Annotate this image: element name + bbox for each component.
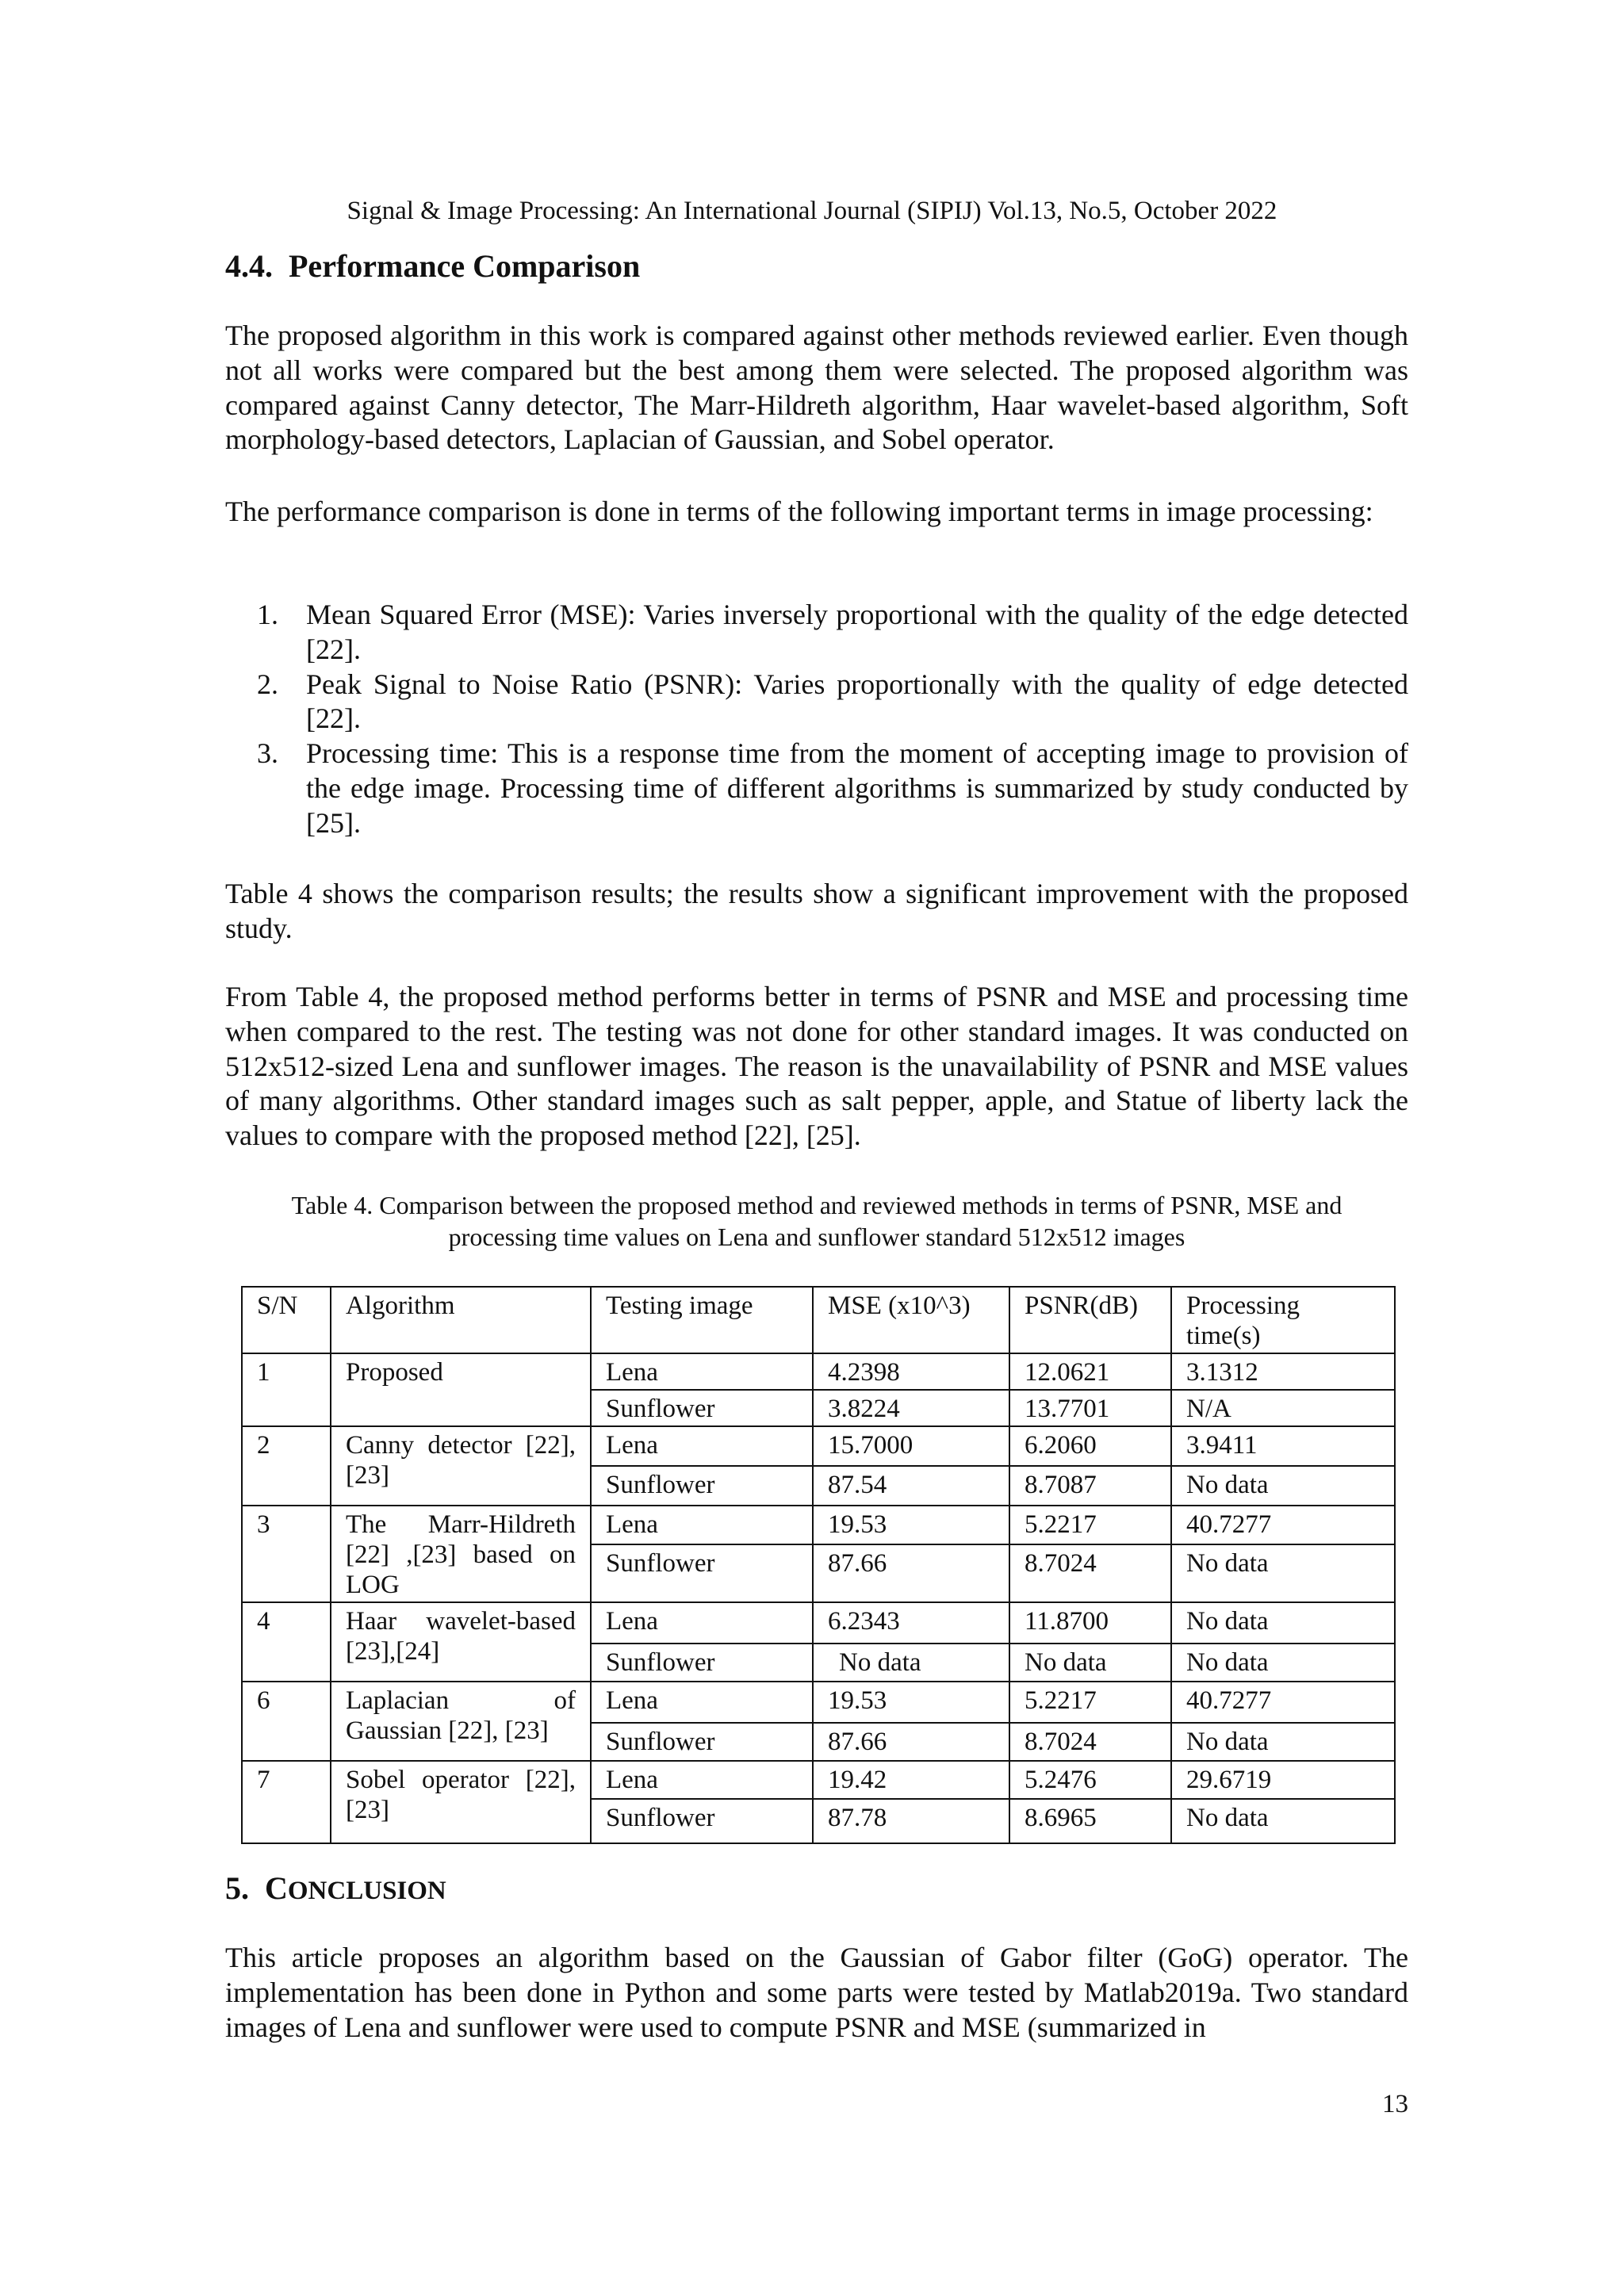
time-cell: No data — [1171, 1544, 1395, 1602]
table-caption-line: processing time values on Lena and sunflower standard 512x512 images — [448, 1223, 1185, 1251]
column-header: S/N — [242, 1287, 331, 1353]
table-caption — [225, 1189, 1408, 1253]
paragraph-text: This article proposes an algorithm based on the Gaussian of Gabor filter (GoG) operator. The implementation has been done in Python and some parts were tested by Matlab2019a. Two standard images of Lena and sunflower were used to compute PSNR and MSE (summarized in — [225, 1942, 1408, 2043]
algorithm-cell: Laplacian of Gaussian [22], [23] — [331, 1682, 591, 1761]
column-header: Testing image — [591, 1287, 813, 1353]
list-item — [225, 598, 1408, 668]
algorithm-cell: Proposed — [331, 1353, 591, 1426]
psnr-cell: 8.7024 — [1009, 1723, 1171, 1761]
image-cell: Sunflower — [591, 1390, 813, 1426]
time-cell: 3.9411 — [1171, 1426, 1395, 1466]
psnr-cell: 5.2476 — [1009, 1761, 1171, 1799]
psnr-cell: 5.2217 — [1009, 1506, 1171, 1544]
table-row — [242, 1506, 1395, 1544]
time-cell: N/A — [1171, 1390, 1395, 1426]
paragraph-text: Table 4 shows the comparison results; the results show a significant improvement with the proposed study. — [225, 878, 1408, 944]
list-number: 3. — [257, 737, 278, 770]
sn-cell: 1 — [242, 1353, 331, 1426]
mse-cell: 87.54 — [813, 1466, 1009, 1506]
mse-cell: 19.42 — [813, 1761, 1009, 1799]
mse-cell: 15.7000 — [813, 1426, 1009, 1466]
time-cell: 29.6719 — [1171, 1761, 1395, 1799]
table-row — [242, 1761, 1395, 1799]
psnr-cell: 13.7701 — [1009, 1390, 1171, 1426]
sn-cell: 3 — [242, 1506, 331, 1602]
time-cell: No data — [1171, 1602, 1395, 1644]
column-header: Processing time(s) — [1171, 1287, 1395, 1353]
mse-cell: 87.66 — [813, 1723, 1009, 1761]
table-row — [242, 1602, 1395, 1644]
mse-cell: No data — [813, 1644, 1009, 1682]
psnr-cell: 11.8700 — [1009, 1602, 1171, 1644]
list-number: 1. — [257, 599, 278, 630]
sn-cell: 2 — [242, 1426, 331, 1506]
time-cell: No data — [1171, 1644, 1395, 1682]
image-cell: Lena — [591, 1426, 813, 1466]
conclusion-heading — [225, 1869, 1408, 1910]
column-header: MSE (x10^3) — [813, 1287, 1009, 1353]
section-heading — [225, 247, 1408, 285]
time-cell: No data — [1171, 1799, 1395, 1843]
list-number: 2. — [257, 668, 278, 700]
section-title: Performance Comparison — [289, 248, 641, 284]
sn-cell: 4 — [242, 1602, 331, 1682]
image-cell: Lena — [591, 1602, 813, 1644]
psnr-cell: 5.2217 — [1009, 1682, 1171, 1723]
list-text: Processing time: This is a response time from the moment of accepting image to provision of the edge image. Processing time of different algorithms is summarized by study conducted by [25]. — [306, 737, 1408, 839]
paragraph-intro — [225, 319, 1408, 457]
mse-cell: 87.78 — [813, 1799, 1009, 1843]
table-row — [242, 1353, 1395, 1390]
psnr-cell: 6.2060 — [1009, 1426, 1171, 1466]
image-cell: Lena — [591, 1682, 813, 1723]
time-cell: 40.7277 — [1171, 1506, 1395, 1544]
list-text: Mean Squared Error (MSE): Varies inversely proportional with the quality of the edge detected [22]. — [306, 599, 1408, 665]
image-cell: Lena — [591, 1353, 813, 1390]
mse-cell: 87.66 — [813, 1544, 1009, 1602]
column-header: Algorithm — [331, 1287, 591, 1353]
table-header-row — [242, 1287, 1395, 1353]
image-cell: Lena — [591, 1761, 813, 1799]
time-cell: 3.1312 — [1171, 1353, 1395, 1390]
conclusion-title-cap: C — [265, 1870, 288, 1906]
algorithm-cell: Sobel operator [22],[23] — [331, 1761, 591, 1843]
paragraph-terms — [225, 495, 1408, 530]
paragraph-text: The proposed algorithm in this work is compared against other methods reviewed earlier. Even though not all works were compared but the best among them were selected. The proposed algorithm was compared against Canny detector, The Marr-Hildreth algorithm, Haar wavelet-based algorithm, Soft morphology-based detectors, Laplacian of Gaussian, and Sobel operator. — [225, 320, 1408, 456]
time-cell: No data — [1171, 1466, 1395, 1506]
conclusion-number: 5. — [225, 1870, 249, 1906]
image-cell: Sunflower — [591, 1644, 813, 1682]
time-cell: No data — [1171, 1723, 1395, 1761]
psnr-cell: 8.7087 — [1009, 1466, 1171, 1506]
list-item — [225, 668, 1408, 737]
mse-cell: 19.53 — [813, 1682, 1009, 1723]
paragraph-discussion — [225, 980, 1408, 1154]
time-cell: 40.7277 — [1171, 1682, 1395, 1723]
mse-cell: 19.53 — [813, 1506, 1009, 1544]
psnr-cell: 12.0621 — [1009, 1353, 1171, 1390]
paragraph-text: The performance comparison is done in terms of the following important terms in image processing: — [225, 496, 1373, 527]
conclusion-paragraph — [225, 1941, 1408, 2045]
image-cell: Sunflower — [591, 1544, 813, 1602]
paragraph-text: From Table 4, the proposed method performs better in terms of PSNR and MSE and processing time when compared to the rest. The testing was not done for other standard images. It was conducted on 512x512-sized Lena and sunflower images. The reason is the unavailability of PSNR and MSE values of many algorithms. Other standard images such as salt pepper, apple, and Statue of liberty lack the values to compare with the proposed method [22], [25]. — [225, 981, 1408, 1152]
sn-cell: 7 — [242, 1761, 331, 1843]
psnr-cell: No data — [1009, 1644, 1171, 1682]
algorithm-cell: The Marr-Hildreth [22] ,[23] based on LOG — [331, 1506, 591, 1602]
table-row — [242, 1426, 1395, 1466]
image-cell: Sunflower — [591, 1799, 813, 1843]
metrics-list — [225, 598, 1408, 841]
section-number: 4.4. — [225, 248, 273, 284]
image-cell: Lena — [591, 1506, 813, 1544]
mse-cell: 6.2343 — [813, 1602, 1009, 1644]
algorithm-cell: Canny detector [22],[23] — [331, 1426, 591, 1506]
page-number: 13 — [1382, 2090, 1408, 2118]
mse-cell: 4.2398 — [813, 1353, 1009, 1390]
psnr-cell: 8.6965 — [1009, 1799, 1171, 1843]
sn-cell: 6 — [242, 1682, 331, 1761]
paragraph-results — [225, 877, 1408, 947]
table-row — [242, 1682, 1395, 1723]
image-cell: Sunflower — [591, 1466, 813, 1506]
comparison-table — [241, 1286, 1396, 1844]
journal-header: Signal & Image Processing: An International Journal (SIPIJ) Vol.13, No.5, October 2022 — [347, 197, 1277, 225]
conclusion-title-rest: ONCLUSION — [287, 1877, 446, 1905]
mse-cell: 3.8224 — [813, 1390, 1009, 1426]
psnr-cell: 8.7024 — [1009, 1544, 1171, 1602]
table-caption-line: Table 4. Comparison between the proposed method and reviewed methods in terms of PSNR, MSE and — [291, 1191, 1342, 1219]
algorithm-cell: Haar wavelet-based [23],[24] — [331, 1602, 591, 1682]
list-text: Peak Signal to Noise Ratio (PSNR): Varies proportionally with the quality of edge detected [22]. — [306, 668, 1408, 735]
list-item — [225, 737, 1408, 840]
column-header: PSNR(dB) — [1009, 1287, 1171, 1353]
image-cell: Sunflower — [591, 1723, 813, 1761]
